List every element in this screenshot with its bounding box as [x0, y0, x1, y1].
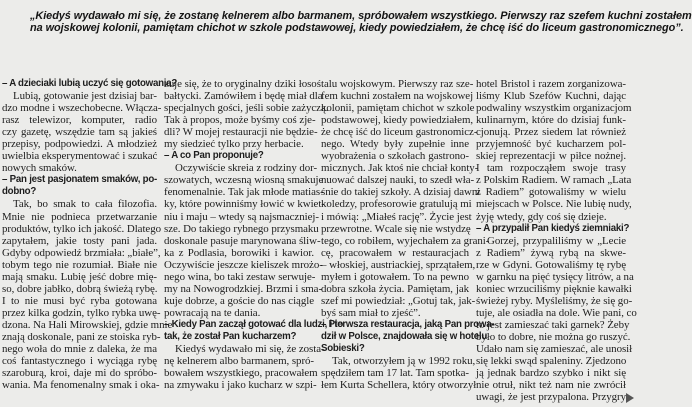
article-text-line: w garnku na pięć tysięcy litrów, a na: [476, 270, 634, 283]
article-text-line: uwagi, że jest przypalona. Przygry: [476, 391, 626, 404]
interview-question: – Kiedy Pan zaczął gotować dla ludzi, i to: [164, 318, 343, 330]
interview-question: – A dzieciaki lubią uczyć się gotowania?: [2, 78, 178, 89]
article-text-line: kolonii, pamiętam chichot w szkole: [321, 102, 475, 115]
article-text-line: produktów, tylko ich jakość. Dlatego: [2, 222, 162, 235]
interview-question: dobno?: [2, 186, 37, 198]
article-text-line: I to nie musi być ryba gotowana: [2, 294, 157, 307]
interview-question: – A co Pan proponuje?: [164, 150, 264, 162]
article-text-line: nego. Wtedy były zupełnie inne: [321, 138, 469, 151]
article-text-line: fem kuchni zostałem na wojskowej: [321, 90, 474, 103]
article-text-line: dzo modne i wszechobecne. Włącza-: [2, 102, 162, 115]
article-text-line: tego, co robiłem, wyjechałem za grani-: [321, 234, 490, 247]
pull-quote-line: na wojskowej kolonii, pamiętam chichot w szkole podstawowej, kiedy powiedziałem, że chcę iść do liceum gastronomicznego”.: [30, 22, 684, 35]
article-text-line: I tam rozpocząłem swoje trasy: [476, 162, 626, 175]
article-text-line: przez kilka godzin, tylko rybka uwę-: [2, 306, 161, 319]
article-text-line: łem Kurta Schellera, który otworzył: [321, 379, 477, 392]
article-text-line: Udało nam się zamieszać, ale unosił: [476, 343, 633, 356]
article-text-line: ka z Podlasia, borowiki i kawior.: [164, 246, 314, 259]
article-text-line: z Polskim Radiem. W ramach „Lata: [476, 174, 632, 187]
article-text-line: powracają na te dania.: [164, 306, 261, 319]
article-text-line: podstawowej, kiedy powiedziałem,: [321, 114, 474, 127]
article-text-line: nego wina, bo taki zestaw serwuje-: [164, 270, 316, 283]
article-text-line: – włoskiej, austriackiej, sprzątałem,: [321, 258, 476, 271]
article-text-line: podwaliny wszystkim organizacjom: [476, 102, 632, 115]
article-text-line: Kiedyś wydawało mi się, że zosta-: [175, 343, 325, 356]
article-text-line: że chcę iść do liceum gastronomicz-: [321, 126, 478, 139]
article-text-line: szowatych, wczesną wiosną smakuje: [164, 174, 324, 187]
article-text-line: z Radiem” żywą rybą na skwe-: [476, 246, 626, 259]
article-text-line: skiej reprezentacji w piłce nożnej.: [476, 150, 626, 163]
article-text-line: coś fantastycznego i wyciąga rybę: [2, 355, 157, 368]
article-text-line: i mówią: „Miałeś rację”. Życie jest: [321, 210, 472, 223]
article-text-line: fenomenalnie. Tak jak młode matias-: [164, 186, 324, 199]
article-text-line: z Radiem” gotowaliśmy w wielu: [476, 186, 626, 199]
interview-question: tak, że został Pan kucharzem?: [164, 330, 297, 342]
article-text-line: ją jednak bardzo szybko i nikt się: [476, 367, 626, 380]
article-text-line: hotel Bristol i razem zorganizowa-: [476, 78, 626, 90]
article-text-line: talu wojskowym. Pierwszy raz sze-: [321, 78, 474, 90]
article-text-line: Tak à propos, może byśmy coś zje-: [164, 114, 316, 127]
article-text-line: specjalnych gości, jeśli sobie zażyczą.: [164, 102, 329, 115]
article-text-line: przewrotne. Wcale się nie wstydzę: [321, 222, 471, 235]
interview-question: – A przypalił Pan kiedyś ziemniaki?: [476, 222, 630, 234]
interview-question: Sobieski?: [321, 343, 365, 355]
article-text-line: wania. Ma fenomenalny smak i oka-: [2, 379, 160, 392]
article-text-line: rze w Gdyni. Gotowaliśmy tę rybę: [476, 258, 626, 271]
article-text-line: sze. Do takiego rybnego przysmaku: [164, 222, 319, 235]
article-text-line: niu i maju – wtedy są najsmaczniej-: [164, 210, 319, 223]
article-text-line: kuje dobrze, a goście do nas ciągle: [164, 294, 314, 307]
article-text-line: nie otruł, nikt też nam nie zwrócił: [476, 379, 626, 392]
article-text-line: nowych smaków.: [2, 162, 77, 175]
article-text-line: Lubią, gotowanie jest dzisiaj bar-: [13, 90, 157, 103]
article-text-line: liśmy Klub Szefów Kuchni, dając: [476, 90, 626, 103]
article-text-line: nę kelnerem albo barmanem, spró-: [164, 355, 314, 368]
article-text-line: czy gazetę, wszędzie tam są jakieś: [2, 126, 157, 139]
article-column-4: [476, 78, 637, 407]
article-text-line: świeżej ryby. Myśleliśmy, że się go-: [476, 294, 633, 307]
article-text-line: dli? W mojej restauracji nie będzie-: [164, 126, 318, 139]
interview-question: dził w Polsce, znajdowała się w hotelu: [321, 330, 487, 342]
article-text-line: ky, które powinniśmy łowić w kwiet-: [164, 198, 325, 211]
article-text-line: Tak, otworzyłem ją w 1992 roku,: [332, 355, 476, 368]
article-text-line: przyjemność być kucharzem pol-: [476, 138, 626, 151]
article-text-line: spędziłem tam 17 lat. Tam spotka-: [321, 367, 470, 380]
article-text-line: się lekki swąd spaleniny. Zjedzono: [476, 355, 627, 368]
article-text-line: cę, pracowałem w restauracjach: [321, 246, 469, 259]
article-text-line: cjonują. Przez siedem lat również: [476, 126, 626, 139]
article-text-line: to jest zamieszać taki garnek? Żeby: [476, 318, 630, 331]
article-text-line: rasz telewizor, komputer, radio: [2, 114, 157, 127]
article-text-line: my na Nowogrodzkiej. Brzmi i sma-: [164, 282, 323, 295]
article-text-line: my siedzieć tylko przy herbacie.: [164, 138, 304, 151]
article-text-line: bowałem wszystkiego, pracowałem: [164, 367, 318, 380]
article-column-1: [2, 78, 178, 407]
article-text-line: koledzy, profesorowie gratulują mi: [321, 198, 472, 211]
article-text-line: tobym tego nie rozumiał. Białe nie: [2, 258, 157, 271]
article-text-line: byś sam miał to zjeść”.: [321, 306, 421, 319]
pull-quote: [30, 10, 692, 35]
interview-question: – Pierwsza restauracja, jaką Pan prowa-: [321, 318, 495, 330]
article-text-line: nego woła do mnie z daleka, że ma: [2, 343, 157, 356]
article-text-line: szaroburą, kroi, daje mi do spróbo-: [2, 367, 157, 380]
article-text-line: Mnie nie podnieca przetwarzanie: [2, 210, 157, 223]
article-text-line: uwielbia eksperymentować i szukać: [2, 150, 158, 163]
article-text-line: zuje się, że to oryginalny dziki łosoś: [164, 78, 321, 90]
interview-question: – Pan jest pasjonatem smaków, po-: [2, 174, 157, 186]
article-text-line: zapytałem, jakie tosty pani jada.: [2, 234, 157, 247]
article-text-line: bałtycki. Zamówiłem i będę miał dla: [164, 90, 323, 103]
article-body: [0, 78, 640, 407]
article-text-line: żyję wtedy, gdy coś się dzieje.: [476, 210, 607, 223]
continue-arrow-icon: [626, 393, 634, 403]
article-text-line: doskonale pasuje marynowana śliw-: [164, 234, 321, 247]
article-text-line: na zmywaku i jako kucharz w szpi-: [164, 379, 317, 392]
article-text-line: koniec wrzuciliśmy pięknie kawałki: [476, 282, 632, 295]
article-text-line: przepisy, podpowiedzi. A młodzież: [2, 138, 157, 151]
article-text-line: Gorzej, przypaliliśmy w „Lecie: [487, 234, 626, 247]
article-text-line: kulinarnym, które do dzisiaj funk-: [476, 114, 626, 127]
article-text-line: znają doskonale, pani ze stoiska ryb-: [2, 330, 161, 343]
article-text-line: nuować dalszej nauki, to szedł wła-: [321, 174, 475, 187]
article-text-line: miejscach w Polsce. Nie lubię nudy,: [476, 198, 632, 211]
article-text-line: szef mi powiedział: „Gotuj tak, jak-: [321, 294, 476, 307]
article-text-line: Oczywiście skreia z rodziny dor-: [175, 162, 318, 175]
article-text-line: dzona. Na Hali Mirowskiej, gdzie mnie: [2, 318, 173, 331]
article-text-line: śnie do takiej szkoły. A dzisiaj dawni: [321, 186, 481, 199]
article-text-line: Oczywiście jeszcze kieliszek mrożo-: [164, 258, 323, 271]
article-text-line: micznych. Jak ktoś nie chciał konty-: [321, 162, 479, 175]
article-text-line: mają smaku. Lubię jeść dobre mię-: [2, 270, 157, 283]
article-text-line: so, dobre jabłko, dobrą świeżą rybę.: [2, 282, 158, 295]
article-text-line: Gdyby odpowiedź brzmiała: „białe”,: [2, 246, 161, 259]
pull-quote-line: „Kiedyś wydawało mi się, że zostanę kelnerem albo barmanem, spróbowałem wszystkiego. Pierwszy raz szefem kuchni zostałem: [30, 10, 692, 22]
article-text-line: tuje, ale osiadła na dole. Wie pani, co: [476, 306, 637, 319]
article-text-line: Tak, bo smak to cała filozofia.: [13, 198, 157, 211]
article-text-line: było to dobre, nie można go ruszyć.: [476, 330, 631, 343]
article-text-line: dobra szkoła życia. Pamiętam, jak: [321, 282, 469, 295]
article-text-line: myłem i gotowałem. To na pewno: [321, 270, 469, 283]
article-text-line: wyobrażenia o szkołach gastrono-: [321, 150, 469, 163]
article-column-3: [321, 78, 495, 407]
